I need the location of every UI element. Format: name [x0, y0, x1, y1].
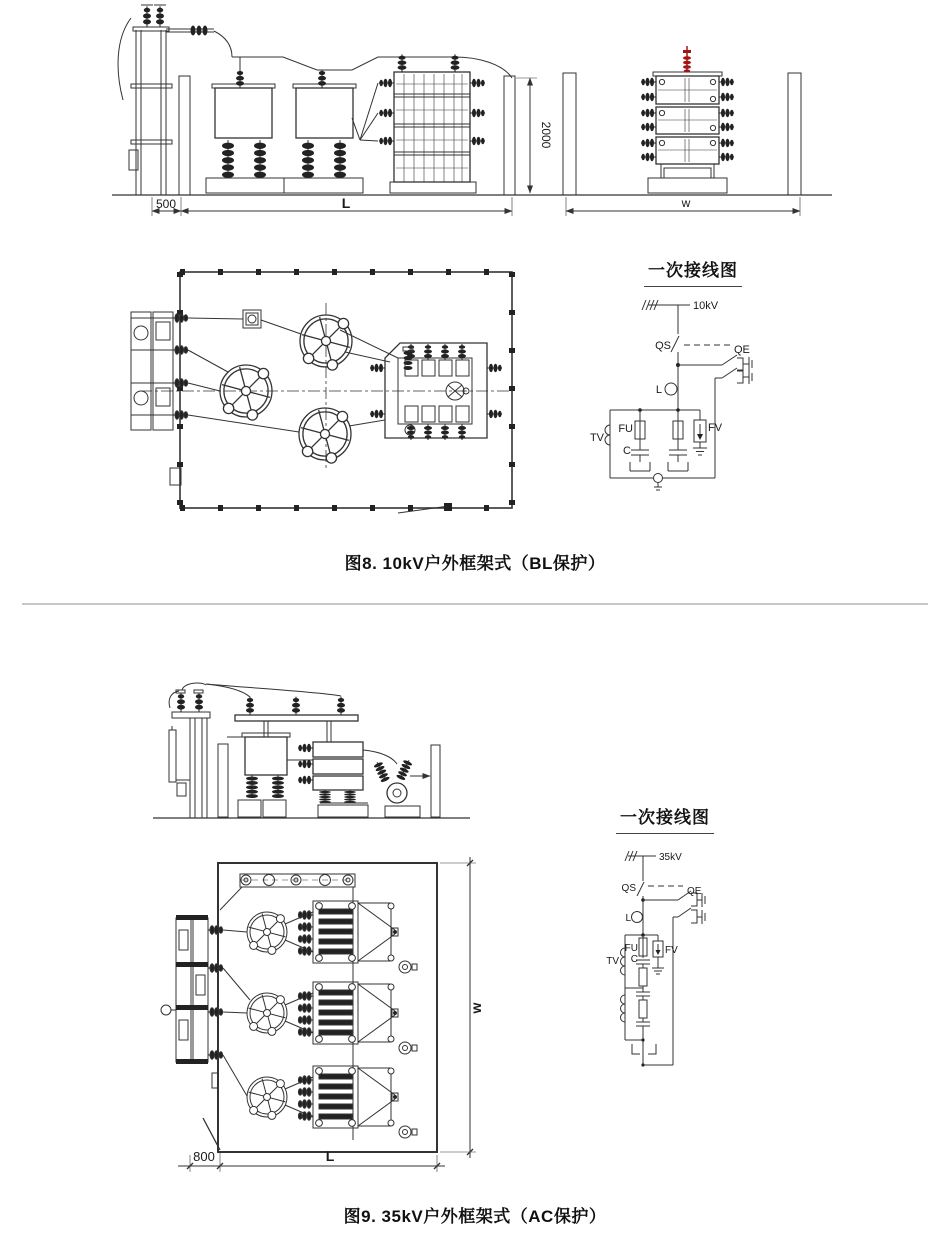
side-rack-plan [161, 915, 223, 1064]
plan-conductors [188, 318, 398, 432]
pole-structure [169, 683, 210, 818]
reactor-plan [220, 365, 272, 420]
figure9-schematic [606, 851, 705, 1067]
dim-L-label: L [325, 1148, 335, 1164]
dim-2000-label: 2000 [539, 121, 553, 149]
figure8-schematic [590, 300, 752, 490]
gantry-frame [235, 697, 358, 742]
post-insulator-plan [243, 310, 261, 328]
capacitor-bank-plan [370, 343, 502, 440]
figure9-caption: 图9. 35kV户外框架式（AC保护） [343, 1207, 607, 1226]
jumper-conductors [206, 684, 397, 764]
fence-post [179, 76, 190, 195]
red-insulator-icon [683, 46, 691, 73]
pole-structure [118, 5, 214, 195]
reactor-plan [299, 408, 351, 463]
fence-post [504, 76, 515, 195]
capacitor-row-plan [298, 1066, 417, 1138]
qe-label: QE [687, 886, 702, 897]
qs-label: QS [621, 883, 636, 894]
concrete-footing [385, 806, 420, 817]
capacitor-rack [379, 54, 485, 193]
corner-tick [398, 506, 449, 513]
l-label: L [655, 384, 662, 396]
figure8-caption: 图8. 10kV户外框架式（BL保护） [344, 554, 606, 573]
tv-label: TV [606, 956, 619, 967]
fence-post [563, 73, 576, 195]
c-label: C [623, 445, 631, 457]
section-divider [22, 603, 928, 605]
tv-label: TV [589, 432, 604, 444]
fence-post [218, 744, 228, 817]
voltage-label: 10kV [693, 300, 719, 312]
gate-stub [444, 503, 452, 511]
voltage-label: 35kV [659, 852, 682, 863]
figure8-schematic-title: 一次接线图 [644, 256, 742, 287]
dim-800-label: 800 [193, 1149, 215, 1164]
dim-L-label: L [341, 195, 351, 211]
c-label: C [630, 954, 638, 965]
capacitor-stack [298, 742, 368, 817]
transformer-unit [284, 70, 363, 193]
figure9-plan-drawing [161, 857, 484, 1172]
capacitor-row-plan [298, 982, 417, 1054]
capacitor-row-plan [298, 901, 417, 973]
dim-500-label: 500 [155, 197, 177, 211]
transformer-unit [206, 70, 284, 193]
concrete-footing [318, 805, 368, 817]
figure9-elevation-drawing [153, 683, 470, 818]
fu-label: FU [618, 423, 633, 435]
dim-w-label: w [468, 1002, 484, 1014]
stacked-capacitor-tower [641, 46, 734, 193]
reactor-plan [247, 993, 287, 1035]
schematic-lines [605, 300, 752, 490]
figure8-elevation-drawing [112, 5, 832, 216]
concrete-pad [648, 178, 727, 193]
fu-label: FU [624, 943, 638, 954]
qe-label: QE [734, 344, 750, 356]
fence-boundary [180, 272, 512, 508]
l-label: L [625, 913, 631, 924]
concrete-footing [238, 800, 261, 817]
dim-w-label: w [681, 196, 691, 210]
reactor-plan [247, 912, 287, 954]
transformer-unit [238, 733, 290, 817]
fence-post [431, 745, 440, 817]
qs-label: QS [655, 340, 671, 352]
fence-posts-plan [180, 272, 512, 508]
concrete-footing [263, 800, 286, 817]
fv-label: FV [708, 422, 723, 434]
figure8-plan-drawing [131, 272, 512, 513]
figure9-schematic-title: 一次接线图 [616, 803, 714, 834]
fv-label: FV [665, 945, 678, 956]
instrument-transformer [373, 758, 430, 817]
fence-post [788, 73, 801, 195]
reactor-plan [247, 1077, 287, 1119]
